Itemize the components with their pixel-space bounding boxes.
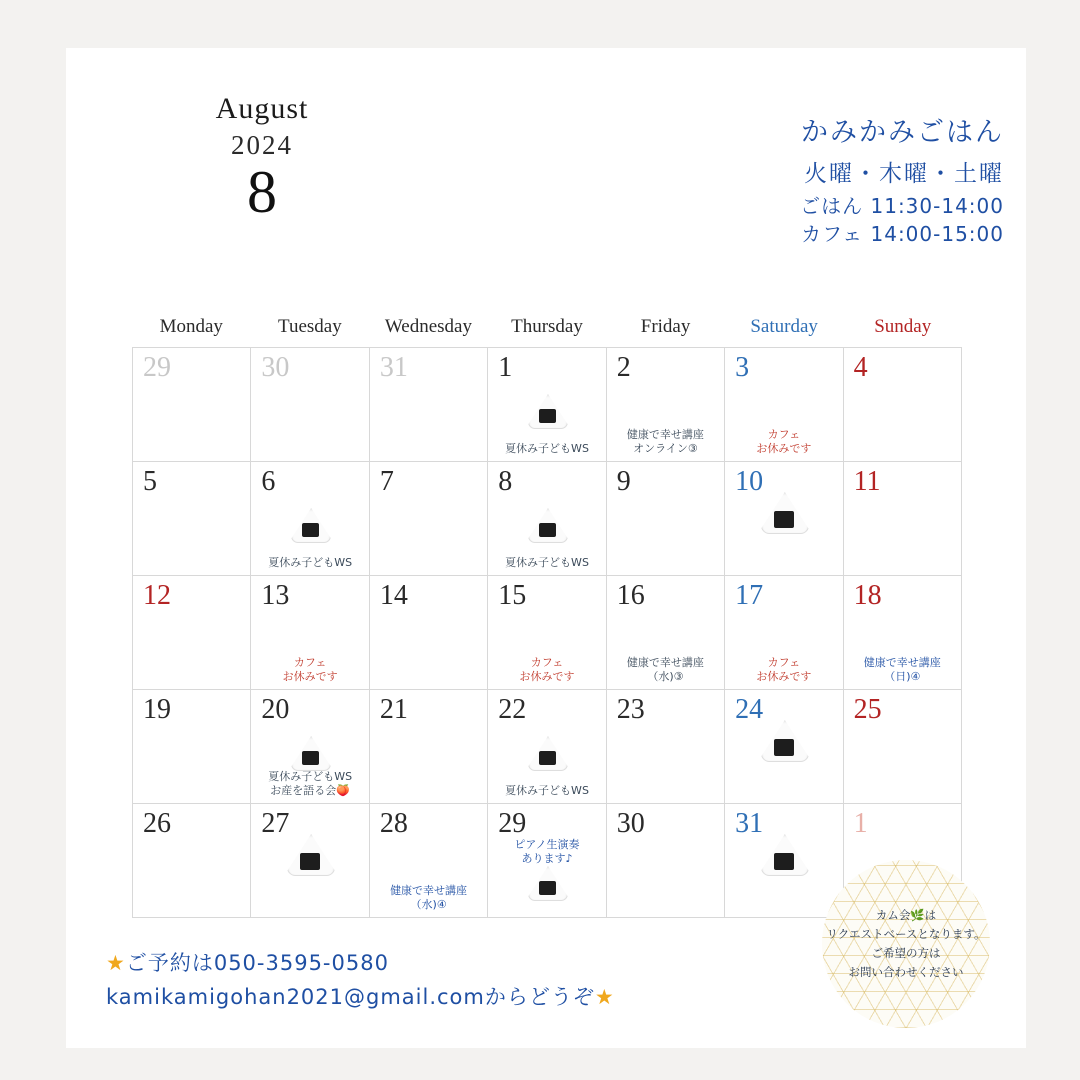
shop-info: [800, 110, 1004, 248]
open-days: 火曜・木曜・土曜: [804, 161, 1004, 187]
calendar-day-cell[interactable]: [251, 348, 369, 462]
day-number: 2: [616, 352, 631, 383]
day-number: 9: [616, 466, 631, 497]
day-number: 13: [261, 580, 290, 611]
weekday-header-tuesday: Tuesday: [278, 316, 342, 337]
calendar-day-cell[interactable]: [251, 804, 369, 918]
day-number: 30: [616, 808, 645, 839]
day-number: 26: [143, 808, 171, 839]
day-number: 5: [143, 466, 157, 497]
weekday-header-friday: Friday: [640, 316, 691, 337]
calendar-day-cell[interactable]: [607, 576, 725, 690]
calendar-day-cell[interactable]: [725, 690, 843, 804]
year-label: 2024: [231, 130, 293, 160]
day-number: 27: [261, 808, 290, 839]
reservation-email: kamikamigohan2021@gmail.comからどうぞ: [106, 985, 595, 1009]
day-number: 29: [143, 352, 171, 383]
day-note: 夏休み子どもWS: [505, 784, 589, 797]
calendar-day-cell[interactable]: [607, 804, 725, 918]
calendar-day-cell[interactable]: [607, 348, 725, 462]
star-icon: ★: [106, 951, 126, 975]
day-number: 3: [735, 352, 750, 383]
day-note: 夏休み子どもWS: [268, 556, 353, 569]
day-number: 30: [261, 352, 290, 383]
onigiri-icon: [291, 736, 329, 769]
calendar-day-cell[interactable]: [133, 690, 251, 804]
day-number: 20: [261, 694, 290, 725]
day-note: ピアノ生演奏 あります♪: [514, 838, 580, 865]
calendar-day-cell[interactable]: [844, 348, 962, 462]
weekday-header-sunday: Sunday: [874, 316, 932, 337]
day-number: 1: [498, 352, 513, 383]
shop-name: かみかみごはん: [801, 117, 1004, 148]
calendar-day-cell[interactable]: [844, 462, 962, 576]
day-note: カフェ お休みです: [756, 656, 812, 683]
calendar-day-cell[interactable]: [725, 804, 843, 918]
day-number: 6: [261, 466, 276, 497]
calendar-day-cell[interactable]: [251, 462, 369, 576]
day-number: 1: [853, 808, 868, 839]
day-number: 7: [379, 466, 394, 497]
weekday-header-monday: Monday: [159, 316, 223, 337]
day-number: 14: [379, 580, 408, 611]
day-note: 夏休み子どもWS: [505, 442, 589, 455]
day-number: 31: [735, 808, 764, 839]
day-note: 夏休み子どもWS: [505, 556, 589, 569]
calendar-day-cell[interactable]: [251, 690, 369, 804]
calendar-day-cell[interactable]: [251, 576, 369, 690]
reservation-phone: ご予約は050-3595-0580: [125, 951, 389, 975]
calendar-day-cell[interactable]: [370, 462, 488, 576]
weekday-header-thursday: Thursday: [511, 316, 583, 337]
day-note: カフェ お休みです: [519, 656, 575, 683]
month-header: [142, 92, 382, 223]
day-number: 17: [735, 580, 764, 611]
hours-meal: ごはん 11:30-14:00: [800, 194, 1004, 218]
calendar-day-cell[interactable]: [370, 690, 488, 804]
stamp-text: カム会🌿は リクエストベースとなります。 ご希望の方は お問い合わせください: [826, 908, 986, 979]
day-number: 21: [379, 694, 408, 725]
day-number: 22: [498, 694, 527, 725]
calendar-day-cell[interactable]: [133, 462, 251, 576]
calendar-day-cell[interactable]: [725, 576, 843, 690]
day-note: カフェ お休みです: [282, 656, 338, 683]
day-number: 23: [616, 694, 645, 725]
calendar-day-cell[interactable]: [488, 576, 606, 690]
calendar-page: [66, 48, 1026, 1048]
day-number: 18: [853, 580, 882, 611]
onigiri-icon: [528, 866, 566, 899]
calendar-day-cell[interactable]: [488, 690, 606, 804]
onigiri-icon: [291, 508, 329, 541]
day-number: 4: [853, 352, 868, 383]
calendar-day-cell[interactable]: [607, 462, 725, 576]
onigiri-icon: [528, 736, 566, 769]
calendar-day-cell[interactable]: [133, 804, 251, 918]
day-note: 健康で幸せ講座 （水)③: [626, 656, 704, 683]
calendar-day-cell[interactable]: [370, 576, 488, 690]
onigiri-icon: [528, 394, 566, 427]
weekday-header-saturday: Saturday: [750, 316, 818, 337]
calendar-day-cell[interactable]: [370, 804, 488, 918]
footer-line-2: [106, 980, 615, 1014]
weekday-header-row: [132, 316, 962, 341]
calendar-day-cell[interactable]: [844, 576, 962, 690]
day-number: 10: [735, 466, 764, 497]
day-number: 29: [498, 808, 527, 839]
onigiri-icon: [761, 834, 807, 874]
day-number: 15: [498, 580, 527, 611]
day-number: 28: [379, 808, 408, 839]
onigiri-icon: [761, 720, 807, 760]
day-number: 16: [616, 580, 645, 611]
hours-cafe: カフェ 14:00-15:00: [801, 222, 1004, 246]
onigiri-icon: [287, 834, 333, 874]
day-number: 19: [143, 694, 171, 725]
calendar-day-cell[interactable]: [488, 462, 606, 576]
calendar-day-cell[interactable]: [725, 462, 843, 576]
footer-contact: [106, 946, 615, 1014]
calendar-day-cell[interactable]: [133, 348, 251, 462]
day-note: 健康で幸せ講座 （水)④: [390, 884, 468, 911]
stamp-badge: [822, 860, 990, 1028]
calendar-day-cell[interactable]: [488, 804, 606, 918]
day-number: 31: [379, 352, 408, 383]
star-icon-2: ★: [594, 985, 615, 1009]
day-number: 8: [498, 466, 513, 497]
day-number: 25: [853, 694, 882, 725]
weekday-header-wednesday: Wednesday: [384, 316, 472, 337]
day-number: 11: [853, 466, 881, 497]
day-note: カフェ お休みです: [756, 428, 812, 455]
day-number: 24: [735, 694, 764, 725]
calendar-day-cell[interactable]: [488, 348, 606, 462]
day-note: 健康で幸せ講座 （日)④: [863, 656, 941, 683]
calendar-day-cell[interactable]: [844, 690, 962, 804]
month-number: 8: [247, 159, 277, 225]
day-note: 健康で幸せ講座 オンライン③: [626, 428, 704, 455]
day-note: 夏休み子どもWS お産を語る会🍑: [268, 770, 353, 797]
calendar-grid: [132, 347, 962, 918]
footer-line-1: [106, 946, 615, 980]
calendar-day-cell[interactable]: [133, 576, 251, 690]
calendar-day-cell[interactable]: [725, 348, 843, 462]
calendar-day-cell[interactable]: [607, 690, 725, 804]
calendar-day-cell[interactable]: [370, 348, 488, 462]
day-number: 12: [143, 580, 171, 611]
month-name: August: [215, 92, 309, 125]
onigiri-icon: [528, 508, 566, 541]
onigiri-icon: [761, 492, 807, 532]
calendar: [132, 316, 962, 918]
